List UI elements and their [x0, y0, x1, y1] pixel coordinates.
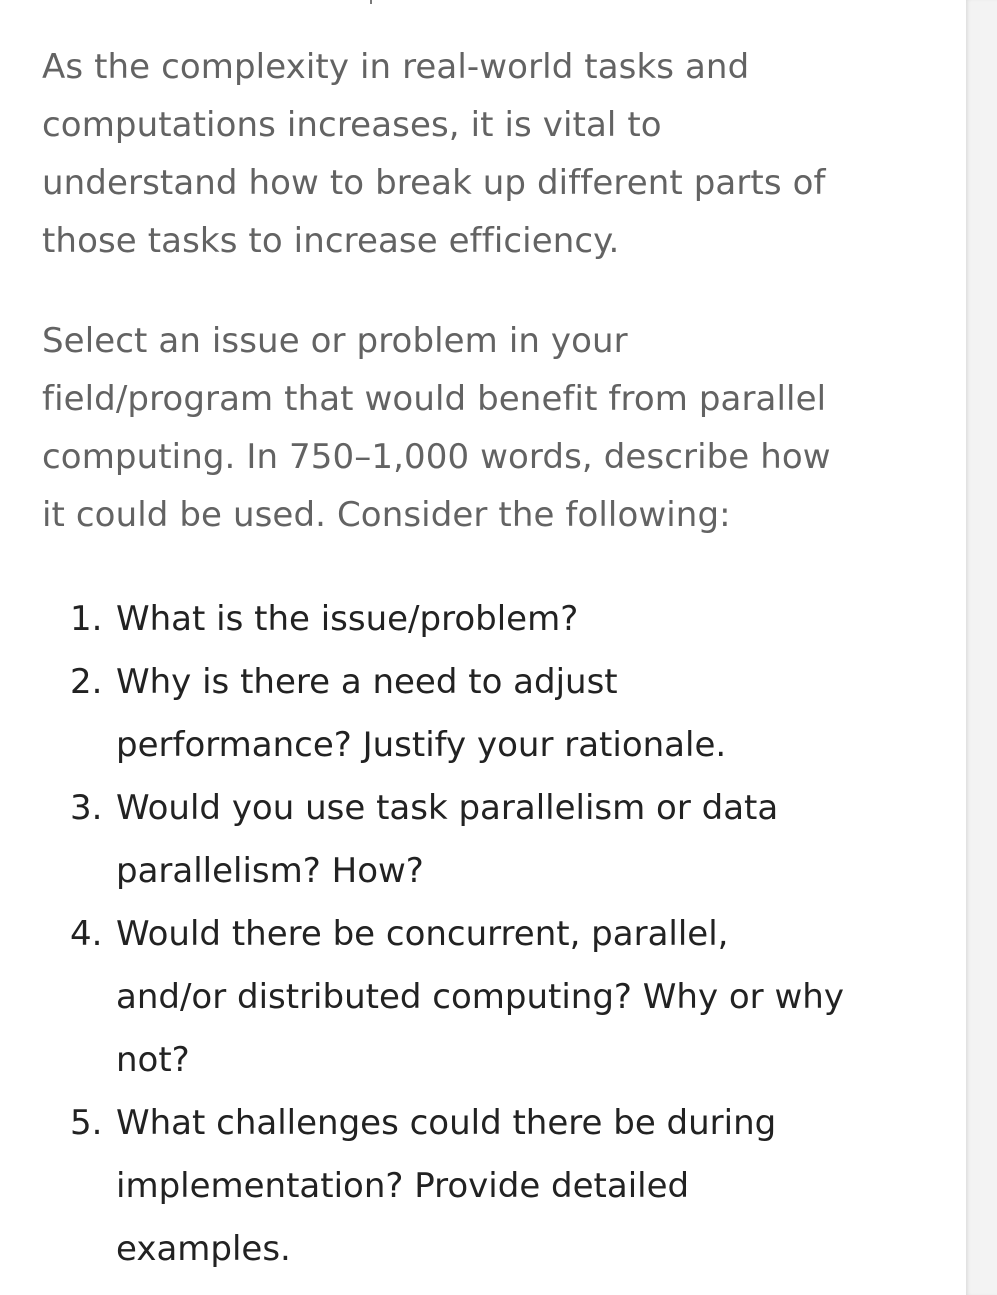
questions-list: [0, 588, 966, 1281]
question-number: 5.: [70, 1103, 103, 1143]
question-number: 2.: [70, 662, 103, 702]
question-text: implementation? Provide detailed: [116, 1166, 690, 1206]
prompt-paragraph: [42, 312, 922, 544]
question-text: Why is there a need to adjust: [116, 662, 618, 702]
question-number: 3.: [70, 788, 103, 828]
question-text: Would you use task parallelism or data: [116, 788, 779, 828]
question-text: Would there be concurrent, parallel,: [116, 914, 729, 954]
question-text: What challenges could there be during: [116, 1103, 777, 1143]
question-text: parallelism? How?: [116, 851, 424, 891]
prompt-line: computing. In 750–1,000 words, describe how: [42, 437, 831, 477]
question-number: 1.: [70, 599, 103, 639]
intro-line: those tasks to increase efficiency.: [42, 221, 620, 261]
intro-line: As the complexity in real-world tasks and: [42, 47, 750, 87]
clipped-text-fragment: [370, 0, 372, 4]
question-text: examples.: [116, 1229, 291, 1269]
question-item: [0, 777, 966, 903]
question-text: and/or distributed computing? Why or why: [116, 977, 844, 1017]
question-item: [0, 1092, 966, 1281]
prompt-line: it could be used. Consider the following:: [42, 495, 731, 535]
intro-line: computations increases, it is vital to: [42, 105, 662, 145]
question-number: 4.: [70, 914, 103, 954]
question-text: What is the issue/problem?: [116, 599, 579, 639]
question-text: performance? Justify your rationale.: [116, 725, 727, 765]
question-item: [0, 651, 966, 777]
prompt-line: Select an issue or problem in your: [42, 321, 628, 361]
question-item: [0, 588, 966, 651]
question-text: not?: [116, 1040, 190, 1080]
intro-paragraph: [42, 38, 922, 270]
intro-line: understand how to break up different parts of: [42, 163, 826, 203]
question-item: [0, 903, 966, 1092]
scroll-gutter: [966, 0, 997, 1295]
prompt-line: field/program that would benefit from parallel: [42, 379, 827, 419]
